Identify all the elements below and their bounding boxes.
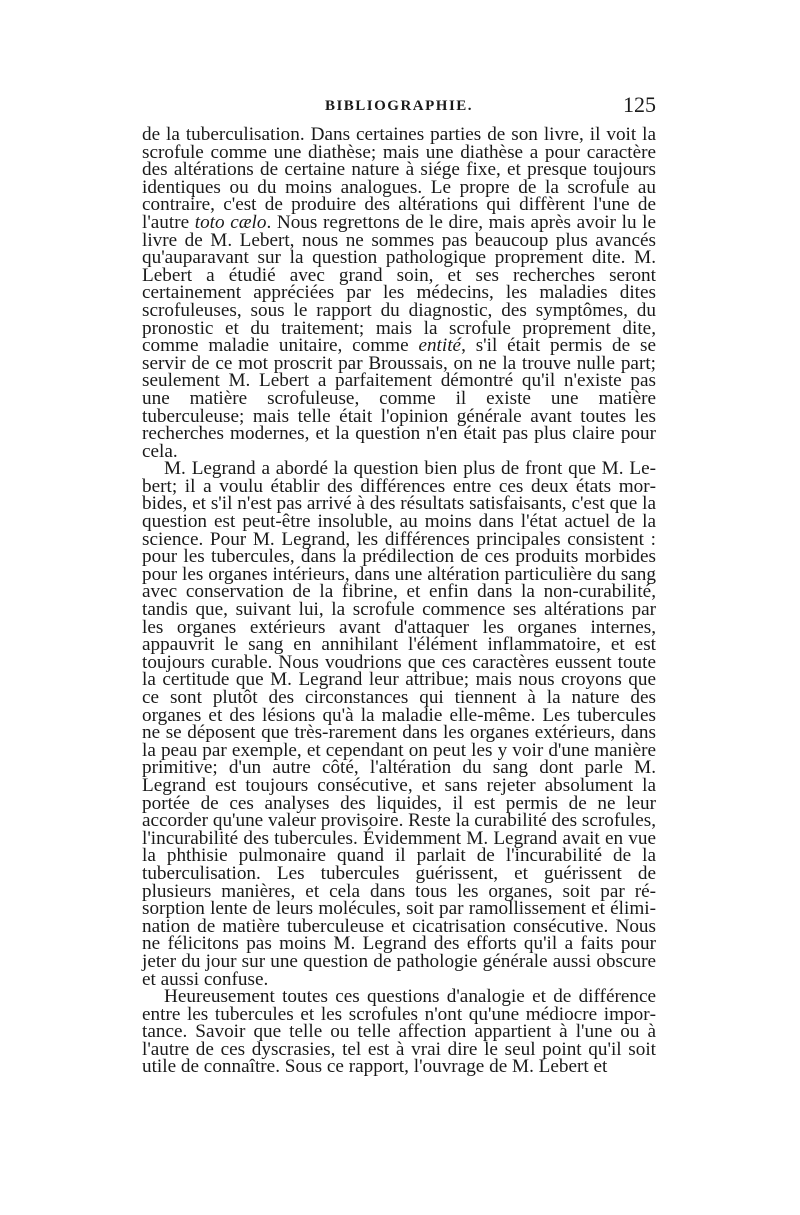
running-head: BIBLIOGRAPHIE. [324, 98, 474, 114]
page-header [142, 92, 656, 122]
italic-term: entité [418, 335, 462, 357]
body-text [142, 126, 656, 1076]
paragraph-1: de la tuberculisation. Dans certaines parties de son livre, il voit la scrofule comme une diathèse; mais une diathèse a pour caractère des altérations de certaine nature à siége fixe, et presque toujours identiques ou du moins analogues. Le propre de la scrofule au contraire, c'est de produire des altérations qui diffèrent l'une de l'autre toto cælo. Nous regrettons de le dire, mais après avoir lu le livre de M. Lebert, nous ne sommes pas beaucoup plus avancés qu'auparavant sur la question pathologique proprement dite. M. Lebert a étudié avec grand soin, et ses recherches seront certainement appréciées par les médecins, les maladies dites scrofuleuses, sous le rapport du diagnostic, des symptômes, du pronostic et du traitement; mais la scrofule proprement dite, comme maladie unitaire, comme entité, s'il était permis de se servir de ce mot proscrit par Broussais, on ne la trouve nulle part; seulement M. Lebert a parfaitement démontré qu'il n'existe pas une matière scrofuleuse, comme il existe une matière tuberculeuse; mais telle était l'opinion générale avant toutes les recherches modernes, et la question n'en était pas plus claire pour cela. [142, 124, 657, 462]
paragraph-2: M. Legrand a abordé la question bien plus de front que M. Lebert; il a voulu établir des différences entre ces deux états morbides, et s'il n'est pas arrivé à des résultats satisfaisants, c'est que la question est peut-être insoluble, au moins dans l'état actuel de la science. Pour M. Legrand, les différences principales consistent : pour les tubercules, dans la prédilection de ces produits morbides pour les organes intérieurs, dans une altération particulière du sang avec conservation de la fibrine, et enfin dans la non-curabilité, tandis que, suivant lui, la scrofule commence ses altérations par les organes extérieurs avant d'attaquer les organes internes, appauvrit le sang en annihilant l'élément inflammatoire, et est toujours curable. Nous voudrions que ces caractères eussent toute la certitude que M. Legrand leur attribue; mais nous croyons que ce sont plutôt des circonstances qui tiennent à la nature des organes et des lésions qu'à la maladie elle-même. Les tubercules ne se déposent que très-rarement dans les organes extérieurs, dans la peau par exemple, et cependant on peut les y voir d'une manière primitive; d'un autre côté, l'altération du sang dont parle M. Legrand est toujours consécutive, et sans rejeter absolument la portée de ces analyses des liquides, il est permis de ne leur accorder qu'une valeur provisoire. Reste la curabilité des scrofules, l'incurabilité des tubercules. Évidemment M. Legrand avait en vue la phthisie pulmonaire quand il parlait de l'incurabilité de la tuberculisation. Les tubercules guérissent, et guérissent de plusieurs manières, et cela dans tous les organes, soit par résorption lente de leurs molécules, soit par ramollissement et élimination de matière tuberculeuse et cicatrisation consécutive. Nous ne félicitons pas moins M. Legrand des efforts qu'il a faits pour jeter du jour sur une question de pathologie générale aussi obscure et aussi confuse. [142, 458, 656, 990]
paragraph-3: Heureusement toutes ces questions d'analogie et de différence entre les tubercules et les scrofules n'ont qu'une médiocre importance. Savoir que telle ou telle affection appartient à l'une ou à l'autre de ces dyscrasies, tel est à vrai dire le seul point qu'il soit utile de connaître. Sous ce rapport, l'ouvrage de M. Lebert et [142, 986, 656, 1078]
italic-term: toto cælo [194, 211, 267, 233]
page-number: 125 [623, 92, 656, 117]
